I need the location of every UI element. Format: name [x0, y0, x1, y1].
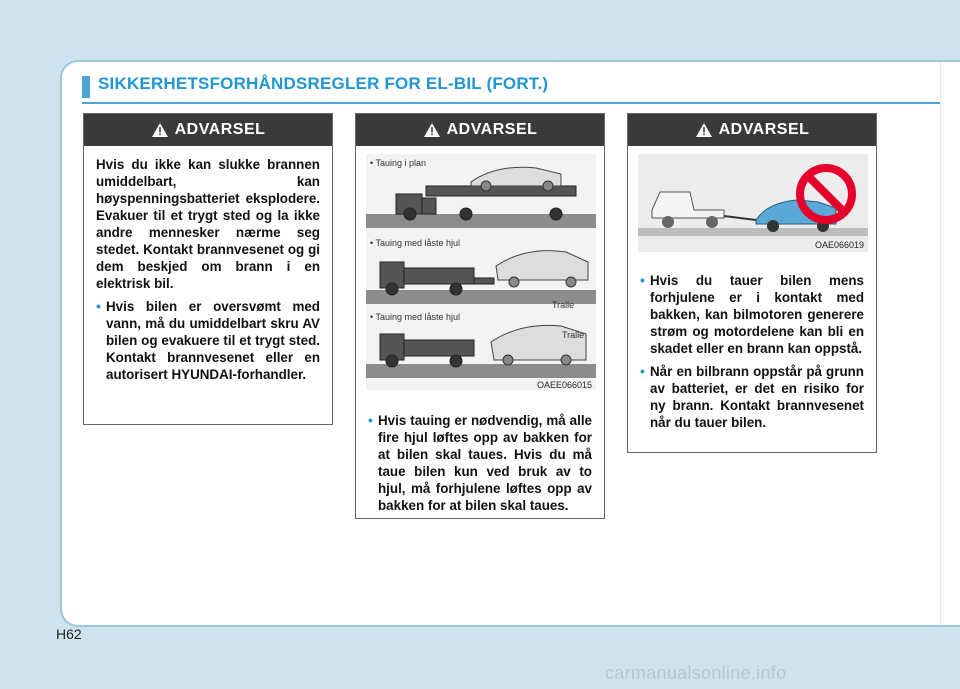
list-item — [368, 412, 592, 514]
figure-code: OAE066019 — [814, 240, 864, 250]
warning-label: ADVARSEL — [718, 121, 810, 138]
tralle-label: Tralle — [562, 330, 585, 340]
bullet-text: Hvis du tauer bilen mens forhjulene er i kontakt med bakken, kan bilmotoren generere strøm og motordelene kan bli en skadet eller en brann kan oppstå. — [650, 273, 864, 356]
watermark: carmanualsonline.info — [605, 663, 787, 683]
warning-box-3 — [627, 113, 877, 453]
bullet-text: Når en bilbrann oppstår på grunn av batteriet, er det en risiko for ny brann. Kontakt brannvesenet når du tauer bilen. — [650, 364, 864, 430]
warning-label: ADVARSEL — [174, 121, 266, 138]
towing-illustration — [366, 154, 596, 390]
warning-box-2 — [355, 113, 605, 519]
title-accent-bar — [82, 76, 90, 98]
list-item — [640, 363, 864, 431]
title-underline — [82, 102, 940, 104]
margin-rule — [940, 62, 941, 625]
tow-trucks-drawing — [366, 154, 596, 390]
warning-triangle-icon — [151, 122, 169, 138]
warning-box-1 — [83, 113, 333, 425]
warning-header — [628, 114, 876, 146]
list-item — [640, 272, 864, 357]
tralle-label: Tralle — [552, 300, 575, 310]
bullet-text: Hvis bilen er oversvømt med vann, må du umiddelbart skru AV bilen og evakuere til et trygt sted. Kontakt brannvesenet eller en autorisert HYUNDAI-forhandler. — [106, 299, 320, 382]
warning-triangle-icon — [695, 122, 713, 138]
warning-triangle-icon — [423, 122, 441, 138]
warning-label: ADVARSEL — [446, 121, 538, 138]
page-title: SIKKERHETSFORHÅNDSREGLER FOR EL-BIL (FORT.) — [98, 74, 549, 93]
fig-label: • Tauing med låste hjul — [370, 312, 461, 322]
warning-intro: Hvis du ikke kan slukke brannen umiddelbart, kan høyspenningsbatteriet eksplodere. Evakuer til et trygt sted og la ikke andre mennesker nærme seg stedet. Kontakt brannvesenet og gi dem beskjed om brann i en elektrisk bil. — [96, 157, 320, 291]
tow-prohibited-drawing — [638, 154, 868, 252]
bullet-text: Hvis tauing er nødvendig, må alle fire hjul løftes opp av bakken for at bilen skal taues. Hvis du må taue bilen kun ved bruk av to hjul, må forhjulene løftes opp av bakken for at bilen skal taues. — [378, 413, 592, 513]
bullet-dot: • — [640, 363, 645, 379]
warning-header — [84, 114, 332, 146]
section-header — [82, 74, 960, 100]
fig-label: • Tauing med låste hjul — [370, 238, 461, 248]
fig-label: • Tauing i plan — [370, 158, 427, 168]
list-item — [96, 298, 320, 383]
page-number: H62 — [56, 626, 82, 642]
warning-header — [356, 114, 604, 146]
bullet-dot: • — [640, 272, 645, 288]
bullet-dot: • — [96, 298, 101, 314]
prohibited-towing-illustration — [638, 154, 868, 252]
bullet-dot: • — [368, 412, 373, 428]
figure-code: OAEE066015 — [536, 380, 592, 390]
